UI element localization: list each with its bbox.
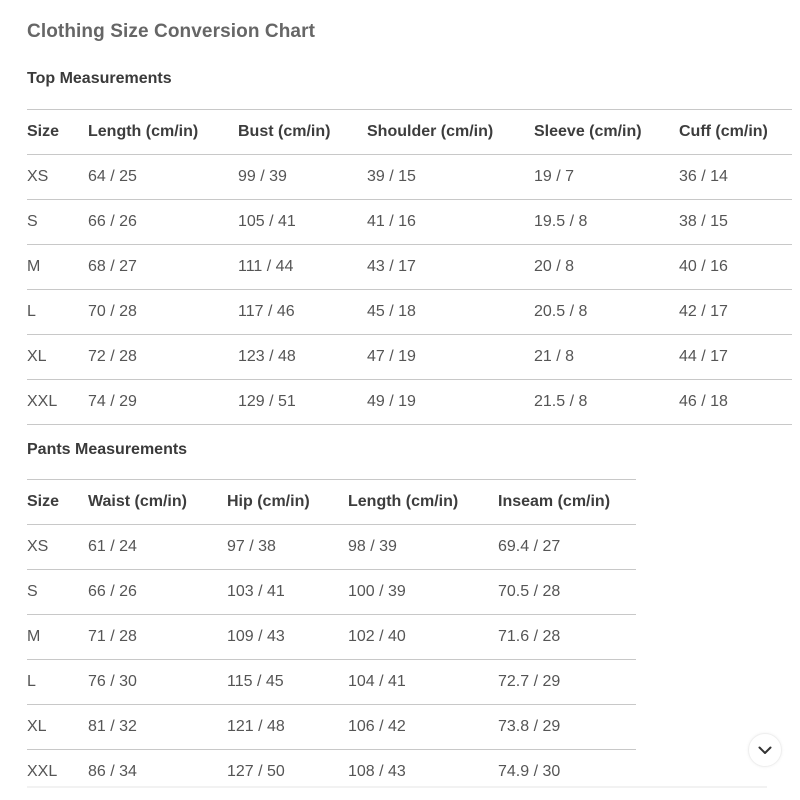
table-cell: 111 / 44	[238, 245, 367, 290]
table-cell: 81 / 32	[88, 705, 227, 750]
table-cell: 36 / 14	[679, 155, 792, 200]
size-cell: L	[27, 290, 88, 335]
table-cell: 127 / 50	[227, 763, 285, 780]
table-row	[27, 525, 636, 570]
table-cell: 39 / 15	[367, 155, 534, 200]
table-cell: 49 / 19	[367, 380, 534, 425]
column-header: Size	[27, 110, 88, 155]
table-cell: 123 / 48	[238, 335, 367, 380]
table-row	[27, 290, 792, 335]
top-measurements-table	[27, 109, 792, 425]
table-cell: 121 / 48	[227, 705, 348, 750]
column-header: Length (cm/in)	[348, 480, 498, 525]
scroll-down-button[interactable]	[748, 733, 782, 767]
column-header: Hip (cm/in)	[227, 480, 348, 525]
table-cell: 103 / 41	[227, 570, 348, 615]
size-cell: S	[27, 200, 88, 245]
table-cell: 20 / 8	[534, 245, 679, 290]
table-cell: 76 / 30	[88, 660, 227, 705]
table-cell: 71 / 28	[88, 615, 227, 660]
size-cell: M	[27, 615, 88, 660]
size-cell: L	[27, 660, 88, 705]
table-cell: 72.7 / 29	[498, 660, 636, 705]
table-cell: 41 / 16	[367, 200, 534, 245]
table-row	[27, 660, 636, 705]
table-cell: 21 / 8	[534, 335, 679, 380]
table-row	[27, 705, 636, 750]
table-cell: 74 / 29	[88, 380, 238, 425]
table-cell: 70.5 / 28	[498, 570, 636, 615]
table-cell: 42 / 17	[679, 290, 792, 335]
column-header: Length (cm/in)	[88, 110, 238, 155]
table-cell: 71.6 / 28	[498, 615, 636, 660]
column-header: Waist (cm/in)	[88, 480, 227, 525]
column-header: Inseam (cm/in)	[498, 480, 636, 525]
table-cell: 100 / 39	[348, 570, 498, 615]
table-cell: 44 / 17	[679, 335, 792, 380]
table-cell: 66 / 26	[88, 570, 227, 615]
table-cell: 129 / 51	[238, 380, 367, 425]
table-row	[27, 245, 792, 290]
size-cell: XL	[27, 705, 88, 750]
table-cell: 61 / 24	[88, 525, 227, 570]
size-cell: XXL	[27, 380, 88, 425]
chevron-down-icon	[758, 746, 772, 755]
table-row	[27, 155, 792, 200]
table-cell: 102 / 40	[348, 615, 498, 660]
table-cell: 98 / 39	[348, 525, 498, 570]
table-cell: 73.8 / 29	[498, 705, 636, 750]
size-cell: XS	[27, 525, 88, 570]
table-cell: 40 / 16	[679, 245, 792, 290]
table-row	[27, 615, 636, 660]
column-header: Bust (cm/in)	[238, 110, 367, 155]
table-cell: 104 / 41	[348, 660, 498, 705]
table-cell: 47 / 19	[367, 335, 534, 380]
page-title: Clothing Size Conversion Chart	[27, 21, 316, 42]
table-row	[27, 200, 792, 245]
table-row	[27, 380, 792, 425]
table-cell: 19.5 / 8	[534, 200, 679, 245]
table-header-row	[27, 110, 792, 155]
table-cell: 109 / 43	[227, 615, 348, 660]
table-cell: 64 / 25	[88, 155, 238, 200]
table-cell: 108 / 43	[348, 763, 406, 780]
table-cell: 21.5 / 8	[534, 380, 679, 425]
table-header-row	[27, 480, 636, 525]
size-cell: S	[27, 570, 88, 615]
table-cell: 70 / 28	[88, 290, 238, 335]
pants-measurements-heading: Pants Measurements	[27, 441, 188, 458]
table-cell: 38 / 15	[679, 200, 792, 245]
table-cell: 74.9 / 30	[498, 763, 561, 780]
table-cell: 115 / 45	[227, 660, 348, 705]
table-cell: 105 / 41	[238, 200, 367, 245]
table-row	[27, 335, 792, 380]
table-cell: 19 / 7	[534, 155, 679, 200]
table-cell: 46 / 18	[679, 380, 792, 425]
table-cell: 43 / 17	[367, 245, 534, 290]
pants-measurements-table	[27, 479, 636, 794]
size-cell: XS	[27, 155, 88, 200]
column-header: Size	[27, 480, 88, 525]
table-cell: 97 / 38	[227, 525, 348, 570]
table-cell: 86 / 34	[88, 763, 137, 780]
table-cell: 72 / 28	[88, 335, 238, 380]
top-measurements-heading: Top Measurements	[27, 70, 172, 87]
table-cell: 66 / 26	[88, 200, 238, 245]
bottom-divider	[27, 786, 767, 788]
column-header: Shoulder (cm/in)	[367, 110, 534, 155]
table-cell: 69.4 / 27	[498, 525, 636, 570]
size-cell: XXL	[27, 763, 58, 780]
table-cell: 45 / 18	[367, 290, 534, 335]
column-header: Sleeve (cm/in)	[534, 110, 679, 155]
table-row	[27, 570, 636, 615]
table-cell: 117 / 46	[238, 290, 367, 335]
table-cell: 20.5 / 8	[534, 290, 679, 335]
column-header: Cuff (cm/in)	[679, 110, 792, 155]
size-cell: M	[27, 245, 88, 290]
table-cell: 68 / 27	[88, 245, 238, 290]
size-cell: XL	[27, 335, 88, 380]
table-cell: 106 / 42	[348, 705, 498, 750]
table-cell: 99 / 39	[238, 155, 367, 200]
